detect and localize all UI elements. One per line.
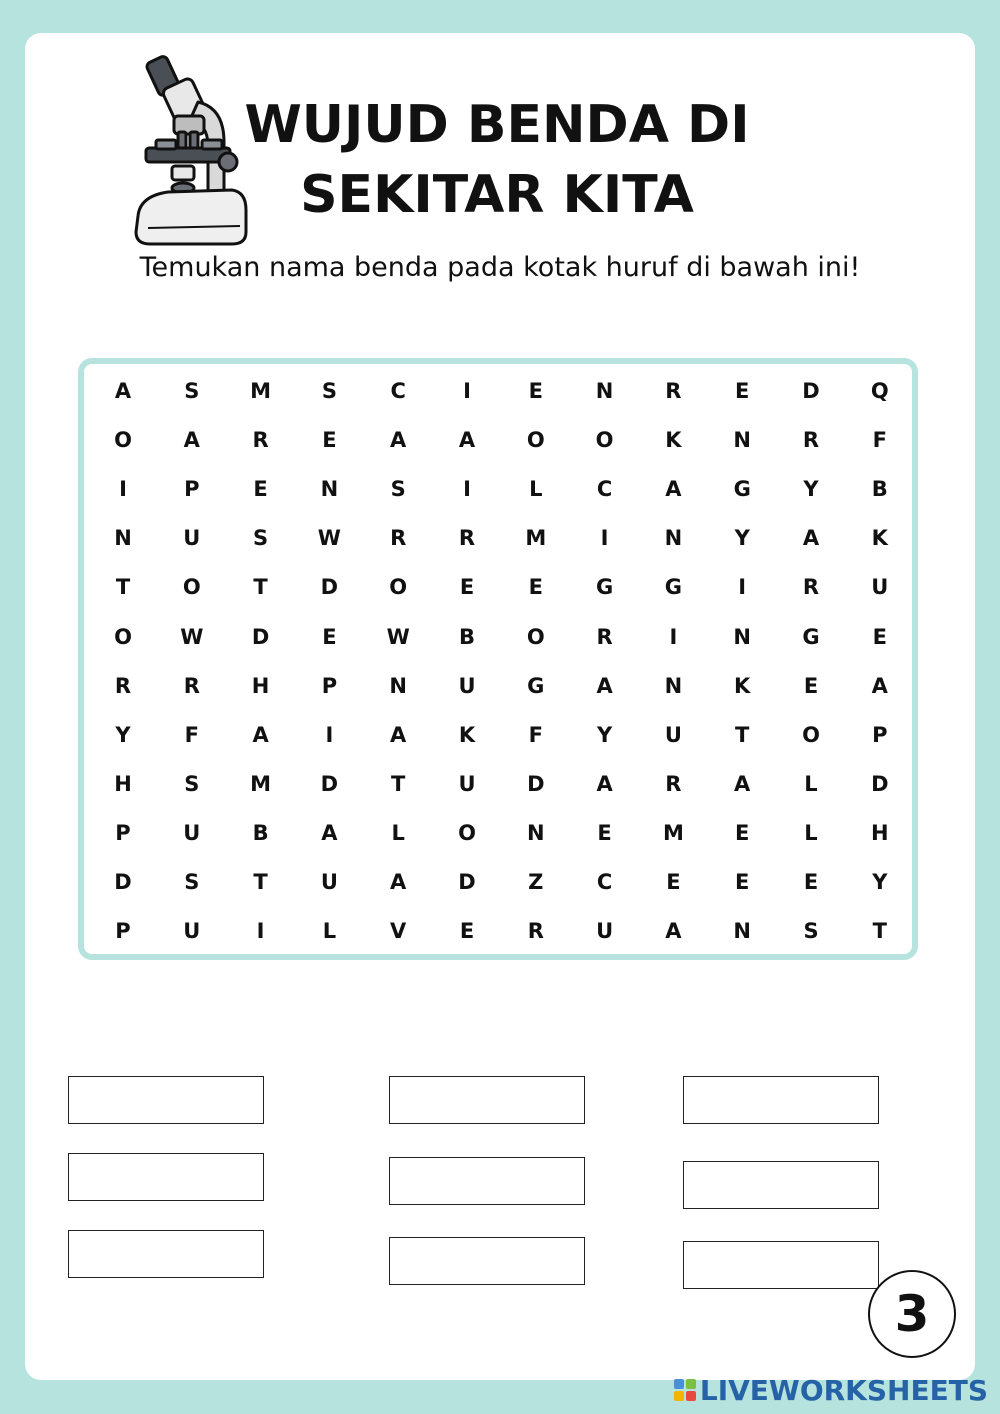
grid-letter[interactable]: F	[184, 722, 199, 747]
grid-letter[interactable]: Y	[115, 722, 131, 747]
grid-letter[interactable]: K	[734, 673, 751, 698]
grid-letter[interactable]: I	[463, 477, 471, 502]
grid-letter[interactable]: A	[114, 379, 132, 403]
answer-field[interactable]	[683, 1241, 879, 1289]
grid-letter[interactable]: U	[320, 870, 338, 894]
grid-letter[interactable]: D	[871, 771, 889, 796]
grid-letter[interactable]: I	[600, 526, 609, 551]
grid-letter[interactable]: E	[735, 379, 750, 403]
grid-letter[interactable]: A	[802, 526, 820, 551]
grid-letter[interactable]: L	[529, 477, 543, 502]
grid-letter[interactable]: N	[389, 673, 407, 698]
grid-letter[interactable]: R	[802, 575, 820, 600]
grid-letter[interactable]: A	[183, 428, 200, 453]
grid-letter[interactable]: E	[253, 477, 268, 502]
grid-letter[interactable]: D	[320, 575, 339, 600]
grid-letter[interactable]: R	[114, 673, 132, 698]
grid-letter[interactable]: D	[458, 870, 476, 894]
grid-letter[interactable]: E	[322, 624, 337, 649]
grid-letter[interactable]: E	[528, 379, 543, 403]
grid-letter[interactable]: I	[738, 575, 747, 600]
grid-letter[interactable]: F	[872, 428, 887, 453]
grid-letter[interactable]: C	[390, 379, 406, 403]
grid-letter[interactable]: T	[115, 575, 131, 600]
grid-letter[interactable]: P	[872, 722, 888, 747]
grid-letter[interactable]: A	[390, 722, 407, 747]
grid-letter[interactable]: O	[526, 428, 545, 453]
grid-letter[interactable]: L	[804, 820, 818, 845]
grid-letter[interactable]: H	[251, 673, 270, 698]
grid-letter[interactable]: E	[666, 870, 681, 894]
grid-letter[interactable]: K	[871, 526, 888, 551]
grid-letter[interactable]: R	[665, 771, 682, 796]
grid-letter[interactable]: S	[184, 379, 200, 403]
grid-letter[interactable]: Q	[870, 379, 889, 403]
grid-letter[interactable]: U	[183, 820, 201, 845]
answer-field[interactable]	[683, 1161, 879, 1209]
grid-letter[interactable]: U	[871, 575, 889, 600]
grid-letter[interactable]: I	[256, 919, 265, 944]
grid-letter[interactable]: E	[459, 919, 475, 944]
grid-letter[interactable]: L	[804, 771, 818, 796]
answer-field[interactable]	[389, 1076, 585, 1124]
grid-letter[interactable]: W	[180, 624, 204, 649]
grid-letter[interactable]: G	[527, 673, 545, 698]
grid-letter[interactable]: S	[184, 771, 200, 796]
grid-letter[interactable]: O	[114, 428, 132, 453]
grid-letter[interactable]: R	[458, 526, 476, 551]
grid-letter[interactable]: E	[803, 673, 819, 698]
grid-letter[interactable]: A	[390, 870, 407, 894]
grid-letter[interactable]: D	[114, 870, 132, 894]
grid-letter[interactable]: E	[597, 820, 612, 845]
grid-letter[interactable]: E	[735, 820, 750, 845]
grid-letter[interactable]: W	[317, 526, 341, 551]
grid-letter[interactable]: A	[596, 771, 613, 796]
answer-field[interactable]	[389, 1237, 585, 1285]
grid-letter[interactable]: A	[458, 428, 476, 453]
grid-letter[interactable]: E	[735, 870, 750, 894]
grid-letter[interactable]: A	[734, 771, 751, 796]
grid-letter[interactable]: G	[802, 624, 820, 649]
grid-letter[interactable]: N	[320, 477, 339, 502]
grid-letter[interactable]: T	[735, 722, 750, 747]
answer-field[interactable]	[68, 1230, 264, 1278]
grid-letter[interactable]: W	[386, 624, 410, 649]
grid-letter[interactable]: V	[390, 919, 407, 944]
grid-letter[interactable]: M	[662, 820, 684, 845]
grid-letter[interactable]: D	[320, 771, 339, 796]
title-line-2: SEKITAR KITA	[300, 165, 694, 225]
grid-letter[interactable]: N	[595, 379, 614, 403]
grid-letter[interactable]: M	[250, 771, 272, 796]
grid-letter[interactable]: R	[390, 526, 407, 551]
grid-letter[interactable]: P	[115, 820, 131, 845]
grid-letter[interactable]: I	[669, 624, 678, 649]
grid-letter[interactable]: A	[871, 673, 888, 698]
grid-letter[interactable]: E	[322, 428, 337, 453]
grid-letter[interactable]: O	[458, 820, 476, 845]
grid-letter[interactable]: D	[527, 771, 545, 796]
grid-letter[interactable]: M	[525, 526, 547, 551]
grid-letter[interactable]: I	[119, 477, 127, 502]
grid-letter[interactable]: S	[321, 379, 337, 403]
grid-letter[interactable]: A	[596, 673, 613, 698]
grid-letter[interactable]: O	[114, 624, 132, 649]
grid-letter[interactable]: Y	[596, 722, 613, 747]
grid-letter[interactable]: R	[527, 919, 544, 944]
grid-letter[interactable]: N	[664, 673, 683, 698]
page-number-badge: 3	[868, 1270, 956, 1358]
grid-letter[interactable]: Y	[803, 477, 819, 502]
grid-letter[interactable]: U	[596, 919, 614, 944]
grid-letter[interactable]: O	[182, 575, 201, 600]
grid-letter[interactable]: E	[528, 575, 543, 600]
grid-letter[interactable]: N	[114, 526, 132, 551]
answer-field[interactable]	[389, 1157, 585, 1205]
grid-letter[interactable]: T	[253, 575, 268, 600]
grid-letter[interactable]: D	[251, 624, 270, 649]
brand-name: LIVEWORKSHEETS	[699, 1373, 988, 1407]
grid-letter[interactable]: K	[665, 428, 682, 453]
grid-letter[interactable]: E	[872, 624, 887, 649]
grid-letter[interactable]: R	[183, 673, 200, 698]
liveworksheets-logo-icon	[674, 1379, 696, 1401]
grid-letter[interactable]: S	[390, 477, 406, 502]
answer-field[interactable]	[683, 1076, 879, 1124]
grid-letter[interactable]: E	[803, 870, 819, 894]
grid-letter[interactable]: B	[871, 477, 888, 502]
grid-letter[interactable]: O	[595, 428, 614, 453]
grid-letter[interactable]: N	[527, 820, 545, 845]
grid-letter[interactable]: H	[114, 771, 132, 796]
grid-letter[interactable]: U	[183, 526, 201, 551]
grid-letter[interactable]: D	[802, 379, 820, 403]
grid-letter[interactable]: R	[802, 428, 820, 453]
grid-letter[interactable]: U	[458, 771, 476, 796]
grid-letter[interactable]: B	[252, 820, 269, 845]
grid-letter[interactable]: P	[115, 919, 131, 944]
grid-letter[interactable]: A	[252, 722, 269, 747]
grid-letter[interactable]: O	[526, 624, 545, 649]
grid-letter[interactable]: G	[664, 575, 683, 600]
grid-letter[interactable]: O	[389, 575, 408, 600]
grid-letter[interactable]: T	[872, 919, 887, 944]
grid-letter[interactable]: N	[664, 526, 683, 551]
grid-letter[interactable]: O	[802, 722, 820, 747]
grid-letter[interactable]: L	[322, 919, 337, 944]
grid-letter[interactable]: N	[733, 624, 751, 649]
grid-letter[interactable]: S	[184, 870, 200, 894]
worksheet-title	[212, 90, 782, 230]
grid-letter[interactable]: A	[321, 820, 338, 845]
grid-letter[interactable]: C	[596, 870, 613, 894]
answer-field[interactable]	[68, 1153, 264, 1201]
grid-letter[interactable]: P	[321, 673, 338, 698]
grid-letter[interactable]: U	[458, 673, 476, 698]
title-line-1: WUJUD BENDA DI	[244, 95, 750, 155]
grid-letter[interactable]: N	[733, 919, 751, 944]
grid-letter[interactable]: T	[253, 870, 268, 894]
grid-letter[interactable]: U	[664, 722, 682, 747]
grid-letter[interactable]: K	[458, 722, 476, 747]
grid-letter[interactable]: E	[459, 575, 475, 600]
grid-letter[interactable]: A	[665, 477, 682, 502]
grid-letter[interactable]: P	[184, 477, 200, 502]
grid-letter[interactable]: M	[250, 379, 272, 403]
instructions: Temukan nama benda pada kotak huruf di bawah ini!	[139, 252, 861, 283]
grid-letter[interactable]: A	[665, 919, 682, 944]
grid-letter[interactable]: R	[596, 624, 613, 649]
grid-letter[interactable]: I	[325, 722, 334, 747]
brand-footer	[674, 1372, 988, 1408]
grid-letter[interactable]: L	[391, 820, 405, 845]
grid-letter[interactable]: F	[528, 722, 543, 747]
grid-letter[interactable]: N	[733, 428, 751, 453]
grid-letter[interactable]: S	[803, 919, 819, 944]
grid-letter[interactable]: Y	[734, 526, 750, 551]
grid-letter[interactable]: T	[391, 771, 406, 796]
grid-letter[interactable]: R	[252, 428, 269, 453]
grid-letter[interactable]: G	[595, 575, 614, 600]
grid-letter[interactable]: U	[183, 919, 201, 944]
grid-letter[interactable]: S	[253, 526, 269, 551]
grid-letter[interactable]: B	[458, 624, 475, 649]
grid-letter[interactable]: I	[463, 379, 471, 403]
grid-letter[interactable]: Y	[872, 870, 888, 894]
grid-letter[interactable]: H	[871, 820, 889, 845]
grid-letter[interactable]: R	[665, 379, 682, 403]
answer-field[interactable]	[68, 1076, 264, 1124]
grid-letter[interactable]: C	[596, 477, 613, 502]
grid-letter[interactable]: A	[390, 428, 407, 453]
grid-letter[interactable]: Z	[528, 870, 544, 894]
grid-letter[interactable]: G	[733, 477, 751, 502]
